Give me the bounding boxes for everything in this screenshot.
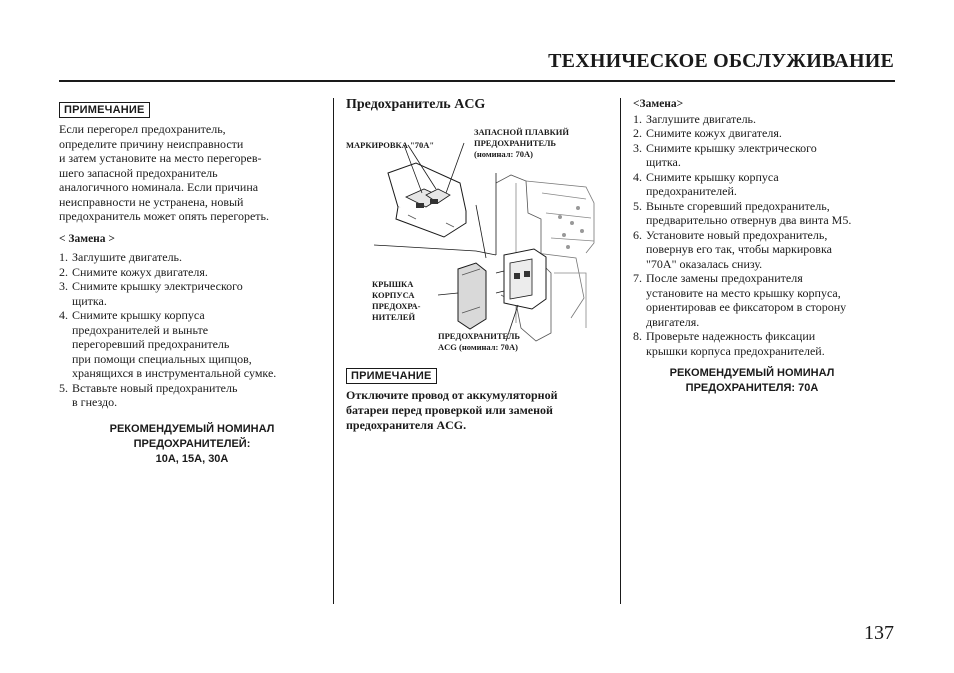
step-line: Снимите крышку корпуса [72, 308, 205, 322]
page-number: 137 [864, 622, 894, 644]
step-line: Снимите крышку корпуса [646, 169, 779, 184]
step-line: крышки корпуса предохранителей. [646, 343, 825, 358]
step-line: Заглушите двигатель. [72, 250, 183, 264]
spare-fuse-label: ЗАПАСНОЙ ПЛАВКИЙ ПРЕДОХРАНИТЕЛЬ (номинал: 70А) [474, 127, 569, 159]
step-line: Снимите кожух двигателя. [72, 264, 208, 279]
note-line: неисправности не устранена, новый [59, 194, 244, 209]
marking-70a-label: МАРКИРОВКА "70A" [346, 140, 435, 150]
step-number: 5. [633, 198, 642, 213]
step-number: 5. [59, 380, 68, 395]
step-number: 3. [633, 140, 642, 155]
step-number: 3. [59, 279, 68, 293]
step-line: двигателя. [646, 314, 700, 329]
warning-block [346, 368, 612, 433]
recommended-rating [633, 366, 871, 396]
step-line: щитка. [646, 155, 681, 169]
step-line: щитка. [72, 293, 107, 308]
recommended-line: РЕКОМЕНДУЕМЫЙ НОМИНАЛ [109, 422, 275, 435]
replace-steps [59, 250, 325, 410]
step-line: ориентировав ее фиксатором в сторону [646, 300, 847, 314]
step-item [59, 279, 325, 308]
step-item [633, 170, 901, 199]
step-item [59, 250, 325, 265]
step-line: Проверьте надежность фиксации [646, 329, 816, 343]
acg-fuse-label: ПРЕДОХРАНИТЕЛЬ ACG (номинал: 70А) [438, 331, 521, 352]
replace-heading: <Замена> [633, 98, 684, 110]
step-item [633, 199, 901, 228]
step-number: 7. [633, 271, 642, 285]
step-number: 1. [59, 250, 68, 264]
step-number: 4. [59, 308, 68, 322]
replace-steps [633, 112, 901, 359]
step-number: 8. [633, 329, 642, 343]
column-divider-left [333, 98, 334, 604]
step-line: Снимите крышку электрического [646, 140, 817, 155]
recommended-line: 10А, 15А, 30А [155, 452, 229, 465]
page-title: ТЕХНИЧЕСКОЕ ОБСЛУЖИВАНИЕ [548, 50, 894, 72]
warning-line: Отключите провод от аккумуляторной [346, 388, 558, 402]
step-line: предохранителей. [646, 184, 737, 198]
step-line: Снимите крышку электрического [72, 279, 243, 293]
fuse-cover-label: КРЫШКА КОРПУСА ПРЕДОХРА- НИТЕЛЕЙ [372, 279, 421, 322]
step-item [633, 126, 901, 141]
note-label: ПРИМЕЧАНИЕ [346, 368, 437, 384]
note-line: аналогичного номинала. Если причина [59, 180, 259, 194]
step-line: в гнездо. [72, 395, 118, 409]
left-column [59, 102, 325, 467]
column-divider-right [620, 98, 621, 604]
right-column [633, 97, 901, 396]
step-line: Установите новый предохранитель, [646, 227, 828, 242]
recommended-line: ПРЕДОХРАНИТЕЛЯ: 70А [685, 382, 819, 394]
step-item [633, 228, 901, 272]
step-number: 2. [633, 126, 642, 140]
note-line: предохранитель может опять перегореть. [59, 209, 269, 223]
replace-heading: < Замена > [59, 232, 115, 245]
note-line: определите причину неисправности [59, 136, 244, 151]
note-label: ПРИМЕЧАНИЕ [59, 102, 150, 118]
fuse-figure [346, 123, 612, 363]
recommended-line: ПРЕДОХРАНИТЕЛЕЙ: [133, 437, 251, 450]
step-line: Снимите кожух двигателя. [646, 126, 782, 140]
step-line: хранящихся в инструментальной сумке. [72, 366, 277, 380]
middle-column [346, 98, 612, 438]
step-item [59, 381, 325, 410]
note-line: Если перегорел предохранитель, [59, 122, 226, 136]
recommended-line: РЕКОМЕНДУЕМЫЙ НОМИНАЛ [669, 367, 835, 379]
acg-fuse-heading: Предохранитель ACG [346, 97, 486, 112]
step-number: 6. [633, 227, 642, 242]
warning-text [346, 388, 612, 433]
step-line: установите на место крышку корпуса, [646, 285, 841, 300]
note-line: шего запасной предохранитель [59, 165, 218, 180]
note-line: и затем установите на место перегорев- [59, 151, 262, 165]
step-number: 2. [59, 264, 68, 279]
step-item [633, 329, 901, 358]
step-item [633, 271, 901, 329]
step-item [59, 265, 325, 280]
step-line: Выньте сгоревший предохранитель, [646, 198, 830, 213]
recommended-rating [59, 422, 325, 467]
note-text [59, 122, 325, 224]
warning-line: предохранителя ACG. [346, 418, 467, 432]
warning-line: батареи перед проверкой или заменой [346, 403, 553, 417]
step-line: После замены предохранителя [646, 271, 803, 285]
step-line: при помощи специальных щипцов, [72, 351, 252, 366]
step-line: "70A" оказалась снизу. [646, 256, 763, 271]
step-line: Заглушите двигатель. [646, 111, 757, 126]
step-line: перегоревший предохранитель [72, 337, 230, 351]
step-line: предохранителей и выньте [72, 322, 209, 337]
step-number: 4. [633, 169, 642, 184]
step-item [59, 308, 325, 381]
step-number: 1. [633, 111, 642, 126]
step-line: предварительно отвернув два винта М5. [646, 213, 852, 227]
step-item [633, 141, 901, 170]
step-line: повернув его так, чтобы маркировка [646, 242, 832, 256]
step-item [633, 112, 901, 127]
header-rule [59, 80, 895, 82]
step-line: Вставьте новый предохранитель [72, 380, 238, 395]
